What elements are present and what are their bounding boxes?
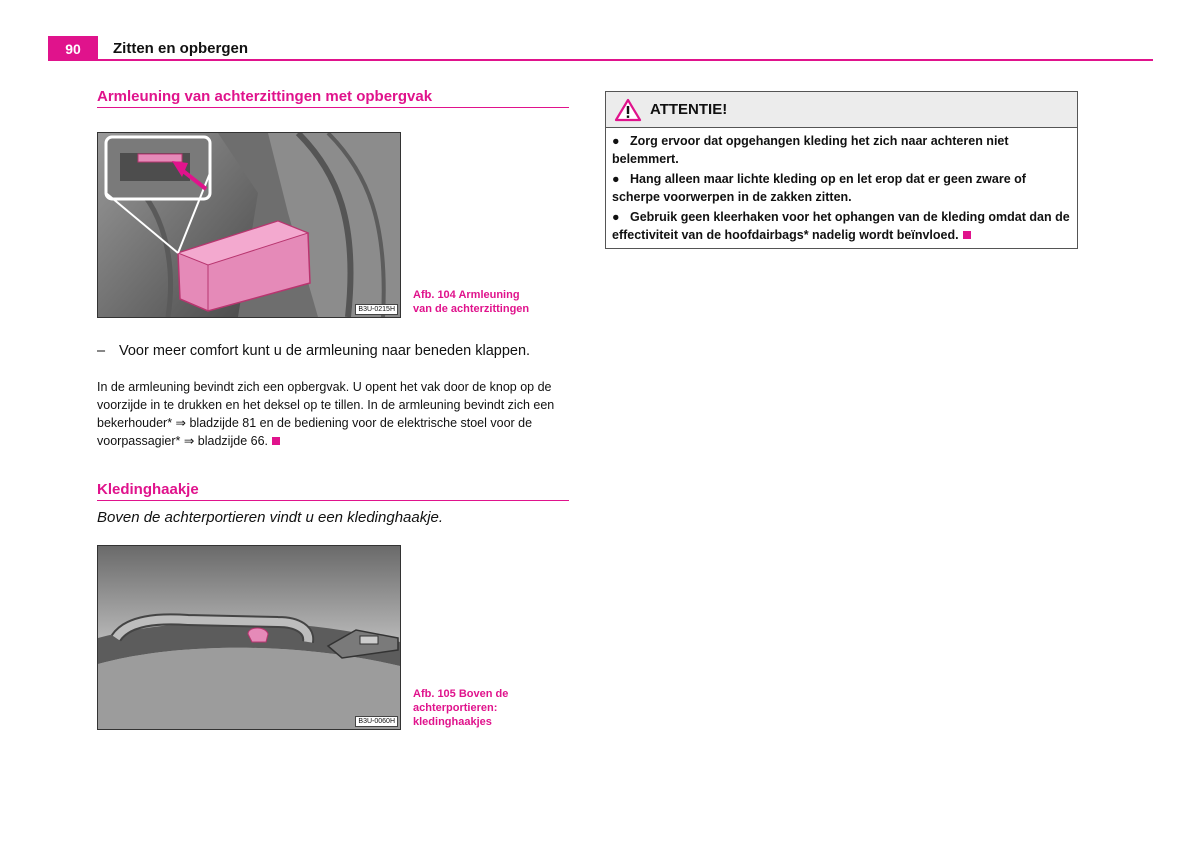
header-rule	[48, 59, 1153, 61]
bullet-icon: ●	[612, 172, 620, 186]
bullet-icon: ●	[612, 210, 620, 224]
end-mark-icon	[963, 231, 971, 239]
step-text: Voor meer comfort kunt u de armleuning naar beneden klappen.	[119, 343, 531, 359]
section-intro: Boven de achterportieren vindt u een kledinghaakje.	[97, 509, 444, 526]
caption-line: van de achterzittingen	[413, 303, 530, 315]
figure-caption-105	[413, 687, 553, 729]
armrest-description	[97, 378, 569, 450]
warning-item-text: Zorg ervoor dat opgehangen kleding het zich naar achteren niet belemmert.	[612, 134, 1009, 166]
caption-line: achterportieren:	[413, 702, 498, 714]
caption-line: kledinghaakjes	[413, 716, 492, 728]
bullet-icon: ●	[612, 134, 620, 148]
warning-item	[612, 132, 1071, 168]
figure-armrest	[97, 132, 401, 318]
figure-clothes-hook	[97, 545, 401, 730]
end-mark-icon	[272, 437, 280, 445]
figure-caption-104	[413, 288, 553, 316]
clothes-hook-illustration	[98, 546, 400, 729]
armrest-body-text: In de armleuning bevindt zich een opbergvak. U opent het vak door de knop op de voorzijde in te drukken en het deksel op te tillen. In de armleuning bevindt zich een bekerhouder* ⇒ bladzijde 81 en de bediening voor de elektrische stoel voor de voorpassagier* ⇒ bladzijde 66.	[97, 380, 555, 448]
chapter-title: Zitten en opbergen	[113, 40, 248, 57]
warning-box	[605, 91, 1078, 249]
figure-code: B3U-0060H	[355, 716, 398, 727]
warning-item	[612, 170, 1071, 206]
warning-title: ATTENTIE!	[650, 101, 728, 118]
warning-list	[606, 128, 1077, 248]
warning-item-text: Hang alleen maar lichte kleding op en let erop dat er geen zware of scherpe voorwerpen in de zakken zitten.	[612, 172, 1026, 204]
warning-item-text: Gebruik geen kleerhaken voor het ophangen van de kleding omdat dan de effectiviteit van de hoofdairbags* nadelig wordt beïnvloed.	[612, 210, 1070, 242]
section-title-hooks: Kledinghaakje	[97, 481, 569, 501]
instruction-step	[97, 343, 530, 359]
figure-code: B3U-0215H	[355, 304, 398, 315]
warning-triangle-icon	[614, 98, 642, 122]
page-number: 90	[48, 36, 98, 60]
caption-line: Afb. 105 Boven de	[413, 688, 509, 700]
warning-header	[606, 92, 1077, 128]
section-title-armrest: Armleuning van achterzittingen met opbergvak	[97, 88, 569, 108]
step-dash: –	[97, 343, 106, 359]
caption-line: Afb. 104 Armleuning	[413, 289, 520, 301]
armrest-illustration	[98, 133, 400, 317]
warning-item	[612, 208, 1071, 244]
